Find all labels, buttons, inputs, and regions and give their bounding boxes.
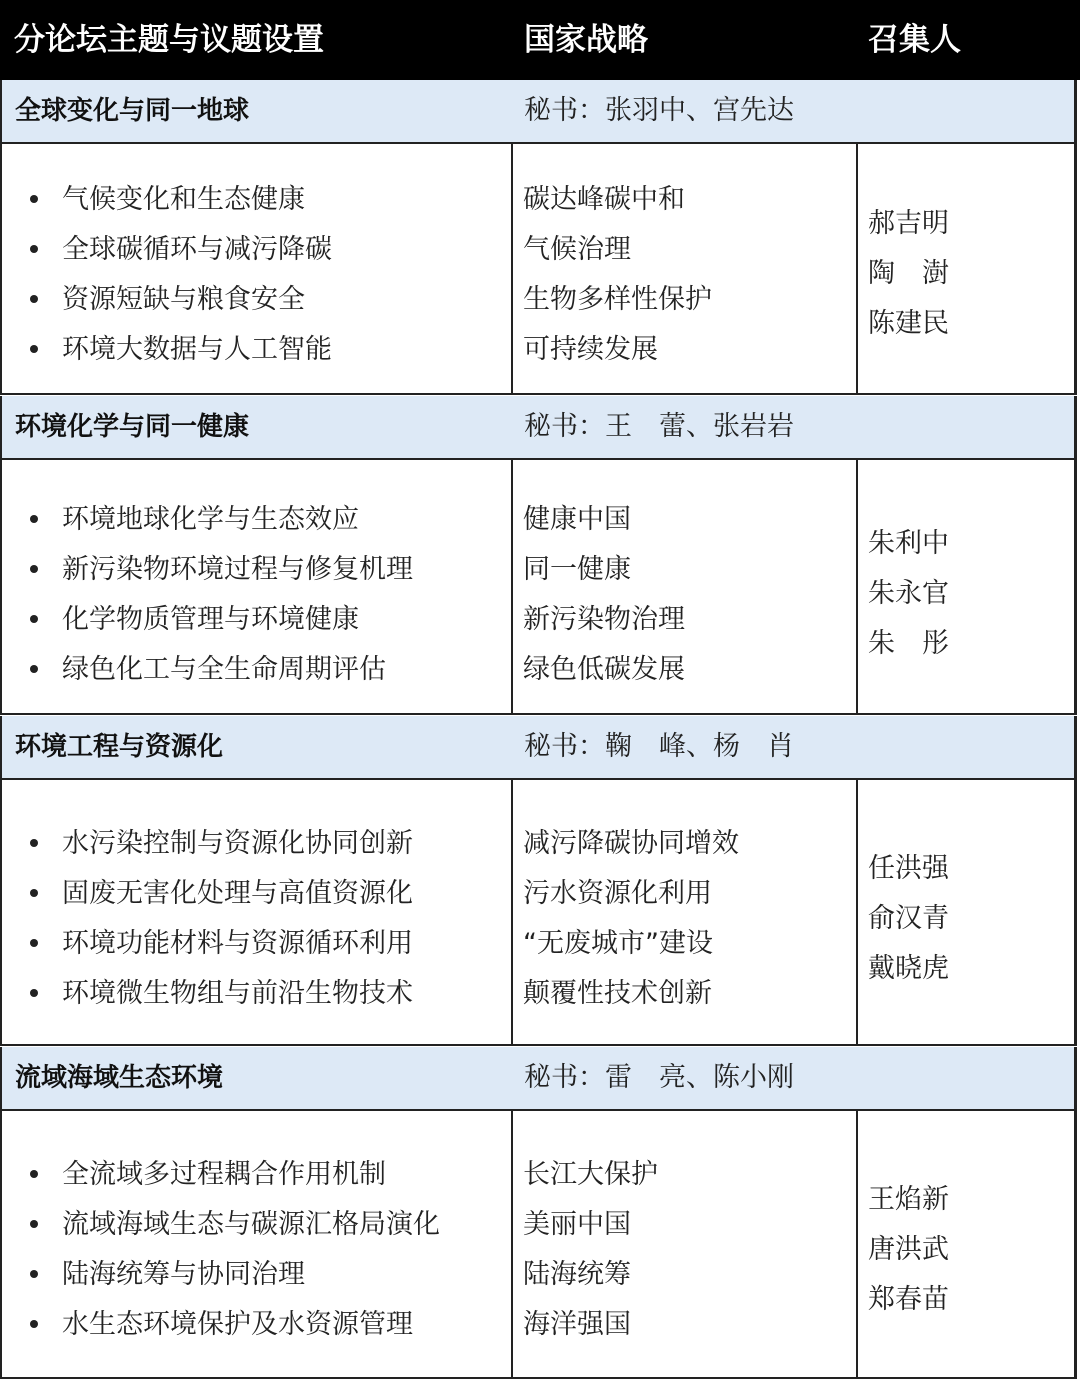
convener-name: 郑春苗 (868, 1284, 949, 1315)
convener-name: 任洪强 (868, 853, 949, 884)
bullet-icon (30, 839, 38, 847)
topic-item (26, 645, 413, 695)
topic-text: 水污染控制与资源化协同创新 (62, 828, 413, 859)
section-theme: 环境工程与资源化 (15, 732, 224, 762)
topic-item (26, 1200, 440, 1250)
convener-name: 陶 澍 (868, 258, 949, 289)
bullet-icon (30, 665, 38, 673)
section-title-band (0, 80, 1077, 142)
section-body (0, 142, 1077, 395)
strategy-item: “无废城市”建设 (523, 928, 713, 959)
topic-text: 环境功能材料与资源循环利用 (62, 928, 413, 959)
topic-list (26, 175, 332, 375)
bullet-icon (30, 245, 38, 253)
header-topics: 分论坛主题与议题设置 (14, 22, 324, 58)
column-divider (856, 1111, 858, 1377)
bullet-icon (30, 515, 38, 523)
topic-item (26, 175, 332, 225)
column-divider (856, 780, 858, 1044)
topic-item (26, 969, 413, 1019)
section-secretary: 秘书：张羽中、宫先达 (524, 95, 794, 126)
topic-text: 水生态环境保护及水资源管理 (62, 1309, 413, 1340)
section-title-band (0, 1047, 1077, 1109)
topic-item (26, 1300, 440, 1350)
topic-text: 化学物质管理与环境健康 (62, 604, 359, 635)
bullet-icon (30, 345, 38, 353)
topic-item (26, 1250, 440, 1300)
topic-text: 陆海统筹与协同治理 (62, 1259, 305, 1290)
header-strategy: 国家战略 (524, 22, 648, 58)
topic-text: 资源短缺与粮食安全 (62, 284, 305, 315)
strategy-item: 同一健康 (523, 554, 631, 585)
convener-name: 唐洪武 (868, 1234, 949, 1265)
topic-list (26, 495, 413, 695)
topic-item (26, 919, 413, 969)
topic-item (26, 225, 332, 275)
section-body (0, 1109, 1077, 1379)
convener-name: 陈建民 (868, 308, 949, 339)
section-secretary: 秘书：王 蕾、张岩岩 (524, 411, 794, 442)
convener-name: 郝吉明 (868, 208, 949, 239)
convener-name: 朱 彤 (868, 628, 949, 659)
topic-text: 环境大数据与人工智能 (62, 334, 332, 365)
strategy-item: 生物多样性保护 (523, 284, 712, 315)
section-secretary: 秘书：鞠 峰、杨 肖 (524, 731, 794, 762)
topic-item (26, 869, 413, 919)
strategy-item: 碳达峰碳中和 (523, 184, 685, 215)
column-divider (511, 144, 513, 393)
section-theme: 流域海域生态环境 (15, 1063, 224, 1093)
topic-text: 流域海域生态与碳源汇格局演化 (62, 1209, 440, 1240)
strategy-item: 陆海统筹 (523, 1259, 631, 1290)
strategy-item: 气候治理 (523, 234, 631, 265)
column-divider (511, 780, 513, 1044)
strategy-item: 美丽中国 (523, 1209, 631, 1240)
topic-item (26, 275, 332, 325)
topic-text: 新污染物环境过程与修复机理 (62, 554, 413, 585)
topic-item (26, 495, 413, 545)
bullet-icon (30, 1220, 38, 1228)
column-divider (511, 1111, 513, 1377)
convener-list (868, 1175, 949, 1325)
strategy-item: 可持续发展 (523, 334, 658, 365)
section-title-band (0, 396, 1077, 458)
section-secretary: 秘书：雷 亮、陈小刚 (524, 1062, 794, 1093)
bullet-icon (30, 939, 38, 947)
strategy-item: 绿色低碳发展 (523, 654, 685, 685)
strategy-item: 海洋强国 (523, 1309, 631, 1340)
bullet-icon (30, 295, 38, 303)
topic-item (26, 1150, 440, 1200)
section-theme: 全球变化与同一地球 (15, 96, 250, 126)
section-title-band (0, 716, 1077, 778)
topic-item (26, 545, 413, 595)
topic-text: 全流域多过程耦合作用机制 (62, 1159, 386, 1190)
topic-text: 全球碳循环与减污降碳 (62, 234, 332, 265)
strategy-item: 减污降碳协同增效 (523, 828, 739, 859)
strategy-item: 颠覆性技术创新 (523, 978, 712, 1009)
topic-item (26, 325, 332, 375)
topic-text: 环境微生物组与前沿生物技术 (62, 978, 413, 1009)
bullet-icon (30, 1320, 38, 1328)
convener-name: 戴晓虎 (868, 953, 949, 984)
convener-name: 朱永官 (868, 578, 949, 609)
strategy-list (523, 495, 685, 695)
topic-list (26, 819, 413, 1019)
bullet-icon (30, 1270, 38, 1278)
topic-list (26, 1150, 440, 1350)
topic-item (26, 819, 413, 869)
strategy-item: 污水资源化利用 (523, 878, 712, 909)
header-conveners: 召集人 (868, 22, 961, 58)
convener-list (868, 199, 949, 349)
bullet-icon (30, 1170, 38, 1178)
bullet-icon (30, 195, 38, 203)
column-divider (856, 460, 858, 713)
bullet-icon (30, 989, 38, 997)
strategy-list (523, 819, 739, 1019)
convener-name: 王焰新 (868, 1184, 949, 1215)
section-body (0, 778, 1077, 1046)
topic-item (26, 595, 413, 645)
column-divider (856, 144, 858, 393)
section-body (0, 458, 1077, 715)
bullet-icon (30, 615, 38, 623)
column-divider (511, 460, 513, 713)
strategy-item: 健康中国 (523, 504, 631, 535)
strategy-item: 长江大保护 (523, 1159, 658, 1190)
convener-list (868, 519, 949, 669)
strategy-item: 新污染物治理 (523, 604, 685, 635)
bullet-icon (30, 565, 38, 573)
topic-text: 环境地球化学与生态效应 (62, 504, 359, 535)
convener-name: 朱利中 (868, 528, 949, 559)
table-header (0, 0, 1080, 80)
convener-name: 俞汉青 (868, 903, 949, 934)
strategy-list (523, 175, 712, 375)
strategy-list (523, 1150, 658, 1350)
topic-text: 气候变化和生态健康 (62, 184, 305, 215)
convener-list (868, 844, 949, 994)
section-theme: 环境化学与同一健康 (15, 412, 250, 442)
bullet-icon (30, 889, 38, 897)
topic-text: 绿色化工与全生命周期评估 (62, 654, 386, 685)
topic-text: 固废无害化处理与高值资源化 (62, 878, 413, 909)
